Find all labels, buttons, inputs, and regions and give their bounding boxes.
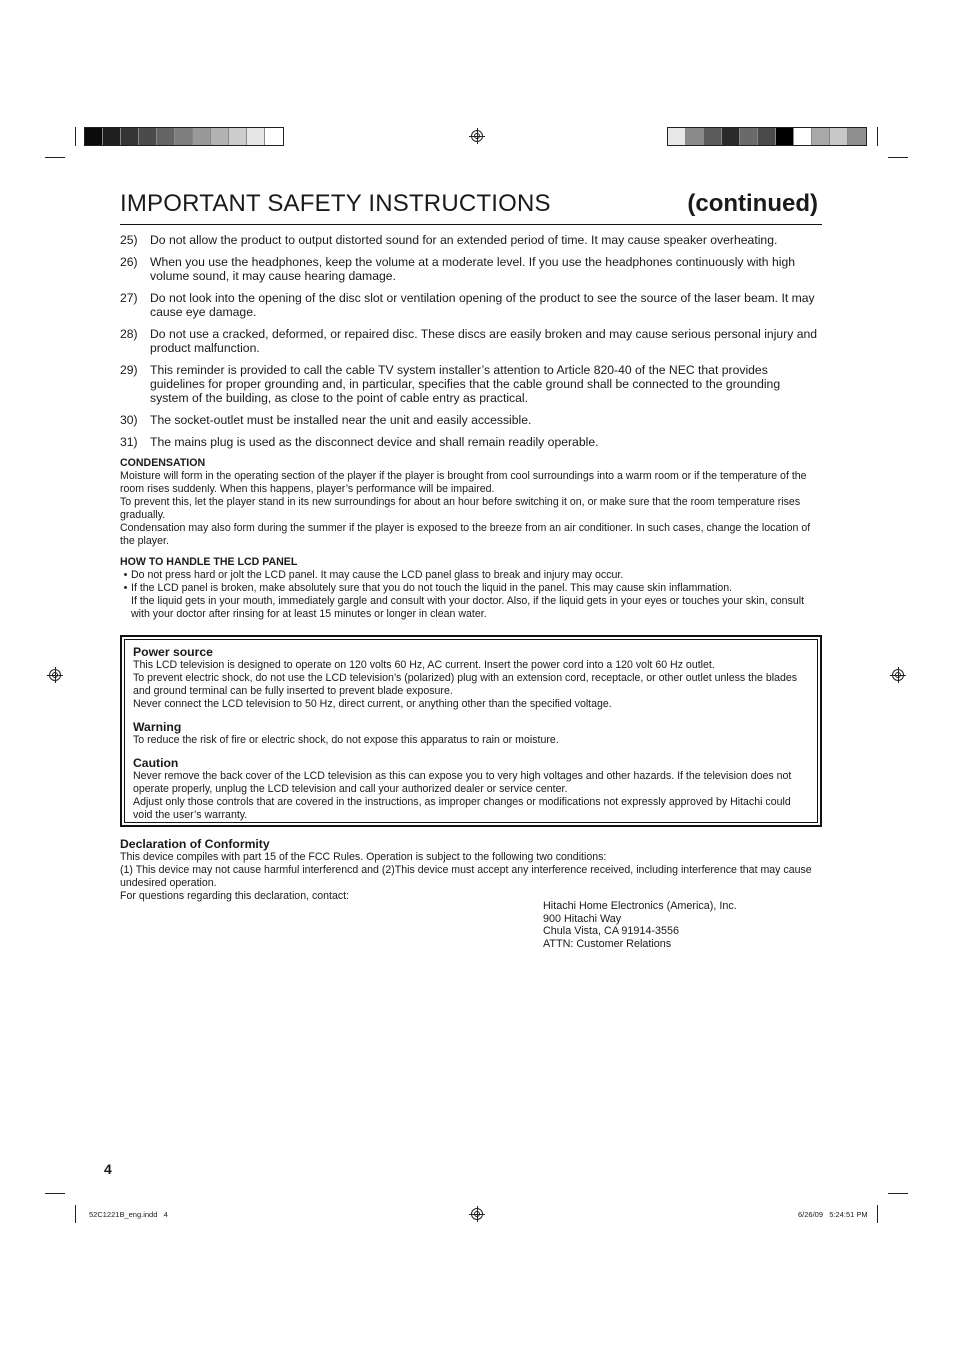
bullet-icon: • <box>123 569 128 581</box>
color-swatch <box>247 128 265 145</box>
paragraph: To prevent this, let the player stand in its new surroundings for about an hour before switching it on, or make sure that the room temperature rises gradually. <box>120 496 801 521</box>
list-item: 27) Do not look into the opening of the disc slot or ventilation opening of the product to see the source of the laser beam. It may cause eye damage. <box>120 291 815 319</box>
list-item: • If the LCD panel is broken, make absolutely sure that you do not touch the liquid in the panel. This may cause skin inflammation. If the liquid gets in your mouth, immediately gargle and consult with your doctor. Also, if the liquid gets in your eyes or touches your skin, consult with your doctor after rinsing for at least 15 minutes or longer in clean water. <box>120 582 822 621</box>
color-swatch <box>211 128 229 145</box>
declaration-section <box>120 837 822 903</box>
instruction-list <box>120 233 822 457</box>
color-swatch <box>686 128 704 145</box>
color-swatch <box>139 128 157 145</box>
page-title <box>120 188 822 225</box>
paragraph: Never connect the LCD television to 50 Hz, direct current, or anything other than the specified voltage. <box>133 698 612 710</box>
color-swatch <box>229 128 247 145</box>
color-bar-right <box>667 127 867 146</box>
color-swatch <box>704 128 722 145</box>
title-continued: (continued) <box>687 190 818 217</box>
color-swatch <box>668 128 686 145</box>
paragraph: Adjust only those controls that are covered in the instructions, as improper changes or modifications not expressly approved by Hitachi could void the user’s warranty. <box>133 796 791 821</box>
color-bar-left <box>84 127 284 146</box>
paragraph: To prevent electric shock, do not use the LCD television’s (polarized) plug with an extension cord, receptacle, or other outlet unless the blades and ground terminal can be fully inserted to prevent blade exposure. <box>133 672 798 697</box>
section-heading: Declaration of Conformity <box>120 837 270 851</box>
page-number: 4 <box>104 1161 112 1177</box>
list-item: 29) This reminder is provided to call the cable TV system installer’s attention to Article 820-40 of the NEC that provides guidelines for proper grounding and, in particular, specifies that the cable ground shall be connected to the grounding system of the building, as close to the point of cable entry as practical. <box>120 363 781 405</box>
paragraph: This device compiles with part 15 of the FCC Rules. Operation is subject to the following two conditions: <box>120 851 607 863</box>
color-swatch <box>776 128 794 145</box>
color-swatch <box>722 128 740 145</box>
lcd-panel-section <box>120 556 822 621</box>
power-source-heading: Power source <box>133 645 213 659</box>
color-swatch <box>740 128 758 145</box>
color-swatch <box>812 128 830 145</box>
list-item: 28) Do not use a cracked, deformed, or repaired disc. These discs are easily broken and may cause serious personal injury and product malfunction. <box>120 327 818 355</box>
crop-mark <box>877 127 878 146</box>
condensation-section <box>120 457 822 548</box>
color-swatch <box>103 128 121 145</box>
bullet-icon: • <box>123 582 128 594</box>
list-item: 31) The mains plug is used as the disconnect device and shall remain readily operable. <box>120 435 599 449</box>
paragraph: This LCD television is designed to operate on 120 volts 60 Hz, AC current. Insert the power cord into a 120 volt 60 Hz outlet. <box>133 659 715 671</box>
paragraph: (1) This device may not cause harmful interferencd and (2)This device must accept any interference received, including interference that may cause undesired operation. <box>120 864 812 889</box>
crop-mark <box>877 1205 878 1223</box>
color-swatch <box>848 128 866 145</box>
crop-mark <box>75 1205 76 1223</box>
color-swatch <box>758 128 776 145</box>
list-item: • Do not press hard or jolt the LCD panel. It may cause the LCD panel glass to break and injury may occur. <box>120 569 822 582</box>
paragraph: For questions regarding this declaration, contact: <box>120 890 350 902</box>
file-slug: 52C1221B_eng.indd 4 <box>89 1210 168 1219</box>
list-item: 26) When you use the headphones, keep the volume at a moderate level. If you use the headphones continuously with high volume sound, it may cause hearing damage. <box>120 255 796 283</box>
paragraph: To reduce the risk of fire or electric shock, do not expose this apparatus to rain or moisture. <box>133 734 559 746</box>
contact-address: Hitachi Home Electronics (America), Inc. 900 Hitachi Way Chula Vista, CA 91914-3556 ATTN: Customer Relations <box>543 900 737 950</box>
registration-mark-icon <box>892 669 904 681</box>
registration-mark-icon <box>471 130 483 142</box>
safety-notice-box <box>120 635 822 827</box>
color-swatch <box>193 128 211 145</box>
color-swatch <box>85 128 103 145</box>
color-swatch <box>121 128 139 145</box>
color-swatch <box>175 128 193 145</box>
crop-mark <box>888 157 908 158</box>
title-text: IMPORTANT SAFETY INSTRUCTIONS <box>120 190 551 217</box>
paragraph: Condensation may also form during the summer if the player is exposed to the breeze from an air conditioner. In such cases, change the location of the player. <box>120 522 811 547</box>
section-heading: CONDENSATION <box>120 457 206 469</box>
color-swatch <box>157 128 175 145</box>
paragraph: Never remove the back cover of the LCD television as this can expose you to very high voltages and other hazards. If the television does not operate properly, unplug the LCD television and call your authorized dealer or service center. <box>133 770 792 795</box>
crop-mark <box>45 157 65 158</box>
color-swatch <box>265 128 283 145</box>
registration-mark-icon <box>471 1208 483 1220</box>
crop-mark <box>888 1193 908 1194</box>
crop-mark <box>45 1193 65 1194</box>
color-swatch <box>794 128 812 145</box>
paragraph: Moisture will form in the operating section of the player if the player is brought from cool surroundings into a warm room or if the temperature of the room rises suddenly. When this happens, player’s performance will be impaired. <box>120 470 807 495</box>
list-item: 30) The socket-outlet must be installed near the unit and easily accessible. <box>120 413 532 427</box>
list-item: 25) Do not allow the product to output distorted sound for an extended period of time. It may cause speaker overheating. <box>120 233 778 247</box>
registration-mark-icon <box>49 669 61 681</box>
crop-mark <box>75 127 76 146</box>
section-heading: HOW TO HANDLE THE LCD PANEL <box>120 556 298 568</box>
timestamp-slug: 6/26/09 5:24:51 PM <box>798 1210 868 1219</box>
caution-heading: Caution <box>133 756 179 770</box>
warning-heading: Warning <box>133 720 182 734</box>
color-swatch <box>830 128 848 145</box>
